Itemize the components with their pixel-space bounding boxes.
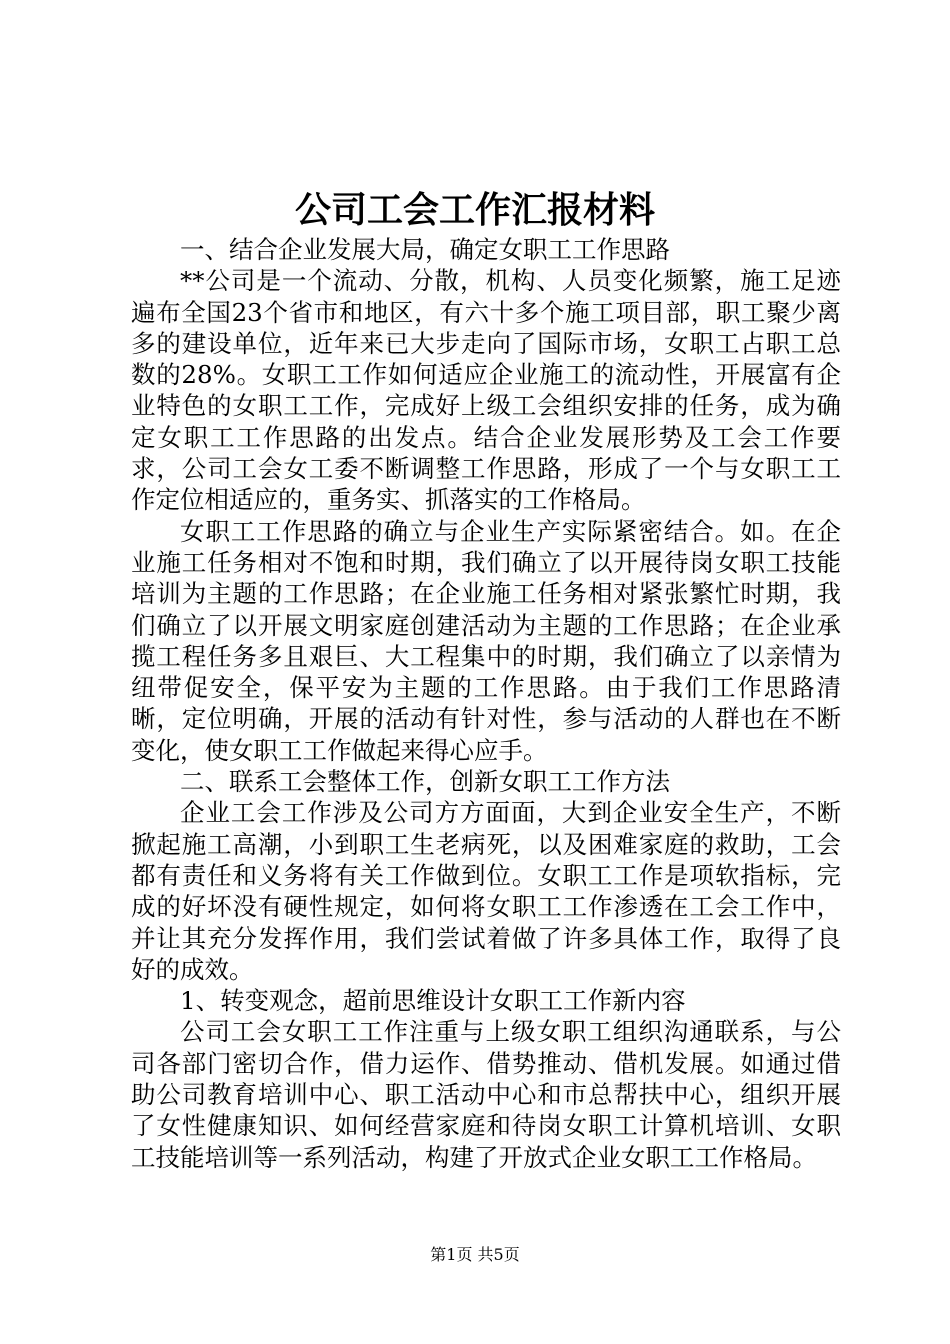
section-heading-2: 二、联系工会整体工作，创新女职工工作方法 (180, 767, 670, 797)
subsection-heading-1: 1、转变观念，超前思维设计女职工工作新内容 (180, 986, 686, 1016)
page-number-footer: 第1页 共5页 (430, 1245, 520, 1264)
paragraph: 公司工会女职工工作注重与上级女职工组织沟通联系，与公司各部门密切合作，借力运作、借势推动、借机发展。如通过借助公司教育培训中心、职工活动中心和市总帮扶中心，组织开展了女性健康知识、如何经营家庭和待岗女职工计算机培训、女职工技能培训等一系列活动，构建了开放式企业女职工工作格局。 (131, 1017, 841, 1172)
paragraph: 企业工会工作涉及公司方方面面，大到企业安全生产，不断掀起施工高潮，小到职工生老病死，以及困难家庭的救助，工会都有责任和义务将有关工作做到位。女职工工作是项软指标，完成的好坏没有硬性规定，如何将女职工工作渗透在工会工作中，并让其充分发挥作用，我们尝试着做了许多具体工作，取得了良好的成效。 (131, 798, 841, 984)
section-heading-1: 一、结合企业发展大局，确定女职工工作思路 (180, 235, 670, 264)
paragraph: **公司是一个流动、分散，机构、人员变化频繁，施工足迹遍布全国23个省市和地区，有六十多个施工项目部，职工聚少离多的建设单位，近年来已大步走向了国际市场，女职工占职工总数的28%。女职工工作如何适应企业施工的流动性，开展富有企业特色的女职工工作，完成好上级工会组织安排的任务，成为确定女职工工作思路的出发点。结合企业发展形势及工会工作要求，公司工会女工委不断调整工作思路，形成了一个与女职工工作定位相适应的，重务实、抓落实的工作格局。 (131, 266, 841, 515)
document-title: 公司工会工作汇报材料 (294, 189, 655, 231)
document-body (131, 234, 841, 1173)
paragraph: 女职工工作思路的确立与企业生产实际紧密结合。如。在企业施工任务相对不饱和时期，我们确立了以开展待岗女职工技能培训为主题的工作思路；在企业施工任务相对紧张繁忙时期，我们确立了以开展文明家庭创建活动为主题的工作思路；在企业承揽工程任务多且艰巨、大工程集中的时期，我们确立了以亲情为纽带促安全，保平安为主题的工作思路。由于我们工作思路清晰，定位明确，开展的活动有针对性，参与活动的人群也在不断变化，使女职工工作做起来得心应手。 (131, 516, 841, 765)
